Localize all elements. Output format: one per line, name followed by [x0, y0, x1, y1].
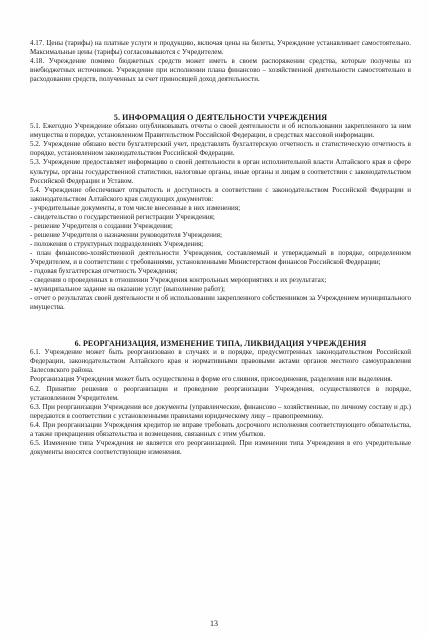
list-item: - муниципальное задание на оказание услуг (выполнение работ); [30, 285, 226, 294]
section-5-heading: 5. ИНФОРМАЦИЯ О ДЕЯТЕЛЬНОСТИ УЧРЕЖДЕНИЯ [113, 113, 328, 123]
paragraph-5-4: 5.4. Учреждение обеспечивает открытость и доступность в соответствии с законодательством Российской Федерации и законодательством Алтайского края следующих документов: [30, 185, 411, 203]
list-item: - план финансово-хозяйственной деятельности Учреждения, составляемый и утверждаемый в порядке, определенном Учредителем, и в соответствии с требованиями, установленными Министерством финансов Российской Федерации; [30, 248, 411, 266]
section-spacer [30, 84, 411, 113]
list-item: - решение Учредителя о назначении руководителя Учреждения; [30, 230, 222, 239]
list-item: - положения о структурных подразделениях Учреждения; [30, 239, 204, 248]
paragraph-4-17: 4.17. Цены (тарифы) на платные услуги и продукцию, включая цены на билеты, Учреждение устанавливает самостоятельно. Максимальные цены (тарифы) согласовываются с Учредителем. [30, 39, 411, 57]
paragraph-6-1-cont: Реорганизация Учреждения может быть осуществлена в форме его слияния, присоединения, разделения или выделения. [30, 375, 393, 384]
paragraph-5-2: 5.2. Учреждение обязано вести бухгалтерский учет, представлять бухгалтерскую отчетность и статистическую отчетность в порядке, установленном законодательством Российской Федерации. [30, 140, 411, 158]
paragraph-6-3: 6.3. При реорганизации Учреждения все документы (управленческие, финансово – хозяйственные, по личному составу и др.) передаются в соответствии с установленными правилами юридическому лицу – правопреемнику. [30, 402, 411, 420]
paragraph-6-2: 6.2. Принятие решения о реорганизации и проведение реорганизации Учреждения, осуществляются в порядке, установленном Учредителем. [30, 384, 411, 402]
paragraph-6-5: 6.5. Изменение типа Учреждения не является его реорганизацией. При изменении типа Учреждения в его учредительные документы вносятся соответствующие изменения. [30, 438, 411, 456]
list-item: - отчет о результатах своей деятельности и об использовании закрепленного собственником за Учреждением муниципального имущества. [30, 294, 411, 312]
paragraph-6-4: 6.4. При реорганизации Учреждения кредитор не вправе требовать досрочного исполнения соответствующего обязательства, а также прекращения обязательства и возмещения, связанных с этим убытков. [30, 420, 411, 438]
paragraph-4-18: 4.18. Учреждение помимо бюджетных средств может иметь в своем распоряжении средства, которые получены из внебюджетных источников. Учреждение при исполнении плана финансово – хозяйственной деятельности самостоятельно в расходовании средств, полученных за счет приносящей доход деятельности. [30, 57, 411, 84]
section-6-heading: 6. РЕОРГАНИЗАЦИЯ, ИЗМЕНЕНИЕ ТИПА, ЛИКВИДАЦИЯ УЧРЕЖДЕНИЯ [74, 339, 367, 349]
page-content [30, 39, 411, 457]
page-number: 13 [210, 619, 218, 628]
list-item: - учредительные документы, в том числе внесенные в них изменения; [30, 203, 241, 212]
list-item: - сведения о проведенных в отношении Учреждения контрольных мероприятиях и их результатах; [30, 276, 327, 285]
section-spacer [30, 312, 411, 339]
paragraph-5-1: 5.1. Ежегодно Учреждение обязано опубликовывать отчеты о своей деятельности и об использовании закрепленного за ним имущества в порядке, установленном Правительством Российской Федерации, в средствах массовой информации. [30, 122, 411, 140]
paragraph-6-1: 6.1. Учреждение может быть реорганизовано в случаях и в порядке, предусмотренных законодательством Российской Федерации, законодательством Алтайского края и нормативными правовыми актами органов местного самоуправления Залесовского района. [30, 348, 411, 375]
list-item: - свидетельство о государственной регистрации Учреждения; [30, 212, 215, 221]
paragraph-5-3: 5.3. Учреждение предоставляет информацию о своей деятельности в орган исполнительной власти Алтайского края в сфере культуры, органы государственной статистики, налоговые органы, иные органы и лицам в соответствии с законодательством Российской Федерации и Уставом. [30, 158, 411, 185]
list-item: - годовая бухгалтерская отчетность Учреждения; [30, 267, 178, 276]
list-item: - решение Учредителя о создании Учреждения; [30, 221, 173, 230]
